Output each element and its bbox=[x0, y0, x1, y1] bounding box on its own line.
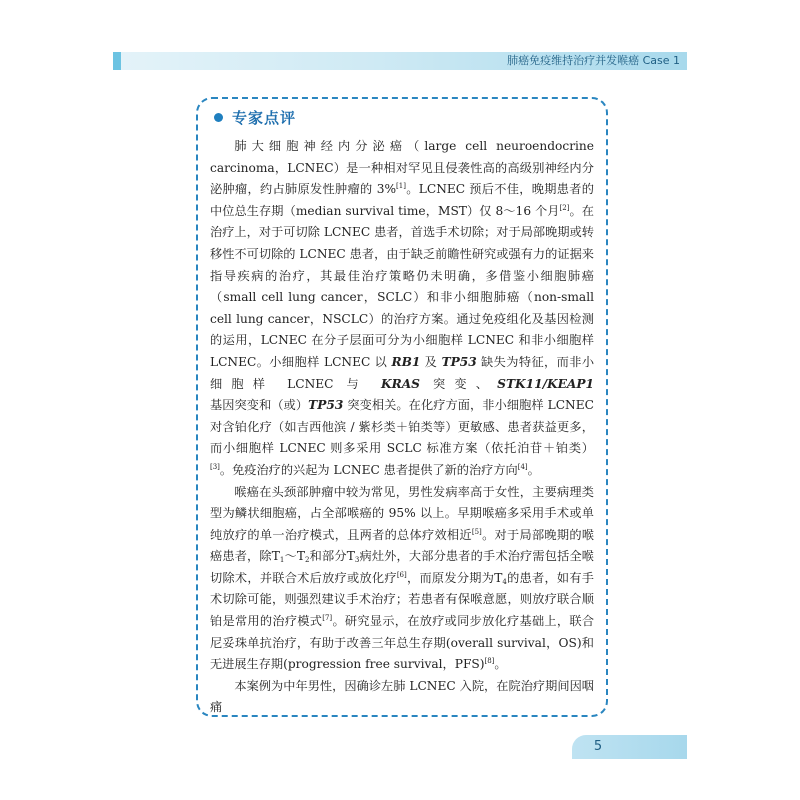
text-run: 。在治疗上，对于可切除 LCNEC 患者，首选手术切除；对于局部晚期或转移性不可切除的 LCNEC 患者，由于缺乏前瞻性研究或强有力的证据来指导疾病的治疗，其最佳治疗策略仍未明确，多借鉴小细胞肺癌（small cell lung cancer，SCLC）和非小细胞肺癌（non-small cell lung cancer，NSCLC）的治疗方案。通过免疫组化及基因检测的运用，LCNEC 在分子层面可分为小细胞样 LCNEC 和非小细胞样 LCNEC。小细胞样 LCNEC 以 bbox=[210, 203, 594, 369]
text-run: 。研究显示，在放疗或同步放化疗基础上，联合尼妥珠单抗治疗，有助于改善三年总生存期(overall survival，OS)和无进展生存期(progression free survival，PFS) bbox=[210, 614, 595, 672]
running-header-title: 肺癌免疫维持治疗并发喉癌 Case 1 bbox=[507, 54, 680, 67]
citation-ref: [8] bbox=[484, 657, 495, 666]
text-run: 肺大细胞神经内分泌癌（large cell neuroendocrine carcinoma，LCNEC）是一种相对罕见且侵袭性高的高级别神经内分泌肿瘤，约占肺原发性肿瘤的 3% bbox=[210, 139, 594, 197]
citation-ref: [3] bbox=[210, 462, 220, 471]
running-header-accent bbox=[113, 52, 121, 70]
text-run: ～T bbox=[284, 549, 306, 564]
gene-name: TP53 bbox=[441, 354, 477, 369]
section-heading bbox=[214, 106, 296, 128]
stage-subscript: 3 bbox=[354, 556, 360, 565]
citation-ref: [2] bbox=[559, 203, 570, 212]
text-run: 。 bbox=[527, 462, 540, 477]
paragraph-3 bbox=[210, 676, 594, 719]
text-run: ，而原发分期为T bbox=[406, 570, 503, 585]
citation-ref: [4] bbox=[517, 462, 528, 471]
text-run: 本案例为中年男性，因确诊左肺 LCNEC 入院，在院治疗期间因咽痛 bbox=[210, 678, 594, 715]
text-run: 。免疫治疗的兴起为 LCNEC 患者提供了新的治疗方向 bbox=[219, 462, 518, 477]
comment-body bbox=[210, 136, 594, 719]
text-run: 缺失为特征，而非小细胞样 LCNEC 与 bbox=[210, 354, 595, 391]
text-run: 病灶外，大部分患者的手术治疗需包括全喉切除术，并联合术后放疗或放化疗 bbox=[210, 549, 594, 585]
stage-subscript: 2 bbox=[305, 556, 310, 565]
gene-name: KRAS bbox=[380, 376, 420, 391]
gene-name: STK11/KEAP1 bbox=[497, 376, 595, 391]
citation-ref: [7] bbox=[322, 614, 333, 623]
paragraph-2 bbox=[210, 482, 594, 676]
page-number: 5 bbox=[593, 739, 603, 754]
text-run: 基因突变和（或） bbox=[210, 398, 309, 413]
text-run: 及 bbox=[420, 354, 442, 369]
section-title: 专家点评 bbox=[232, 108, 297, 127]
bullet-dot-icon bbox=[214, 113, 223, 122]
text-run: 。LCNEC 预后不佳，晚期患者的中位总生存期（median survival time，MST）仅 8～16 个月 bbox=[210, 182, 594, 218]
stage-subscript: 4 bbox=[502, 577, 507, 586]
text-run: 和部分T bbox=[309, 549, 355, 564]
gene-name: RB1 bbox=[391, 354, 421, 369]
gene-name: TP53 bbox=[308, 398, 344, 413]
citation-ref: [5] bbox=[471, 527, 482, 536]
text-run: 。 bbox=[494, 657, 507, 672]
text-run: 突变、 bbox=[419, 376, 498, 391]
stage-subscript: 1 bbox=[279, 556, 285, 565]
text-run: 喉癌在头颈部肿瘤中较为常见，男性发病率高于女性，主要病理类型为鳞状细胞癌，占全部喉癌的 95% 以上。早期喉癌多采用手术或单纯放疗的单一治疗模式，且两者的总体疗效相近 bbox=[210, 484, 594, 542]
text-run: 。对于局部晚期的喉癌患者，除T bbox=[210, 527, 595, 564]
text-run: 突变相关。在化疗方面，非小细胞样 LCNEC 对含铂化疗（如吉西他滨 / 紫杉类＋铂类等）更敏感、患者获益更多，而小细胞样 LCNEC 则多采用 SCLC 标准方案（依托泊苷＋铂类） bbox=[210, 398, 594, 456]
text-run: 的患者，如有手术切除可能，则强烈建议手术治疗；若患者有保喉意愿，则放疗联合顺铂是常用的治疗模式 bbox=[210, 570, 594, 629]
citation-ref: [1] bbox=[396, 182, 406, 191]
paragraph-1 bbox=[210, 136, 594, 482]
citation-ref: [6] bbox=[396, 570, 407, 579]
